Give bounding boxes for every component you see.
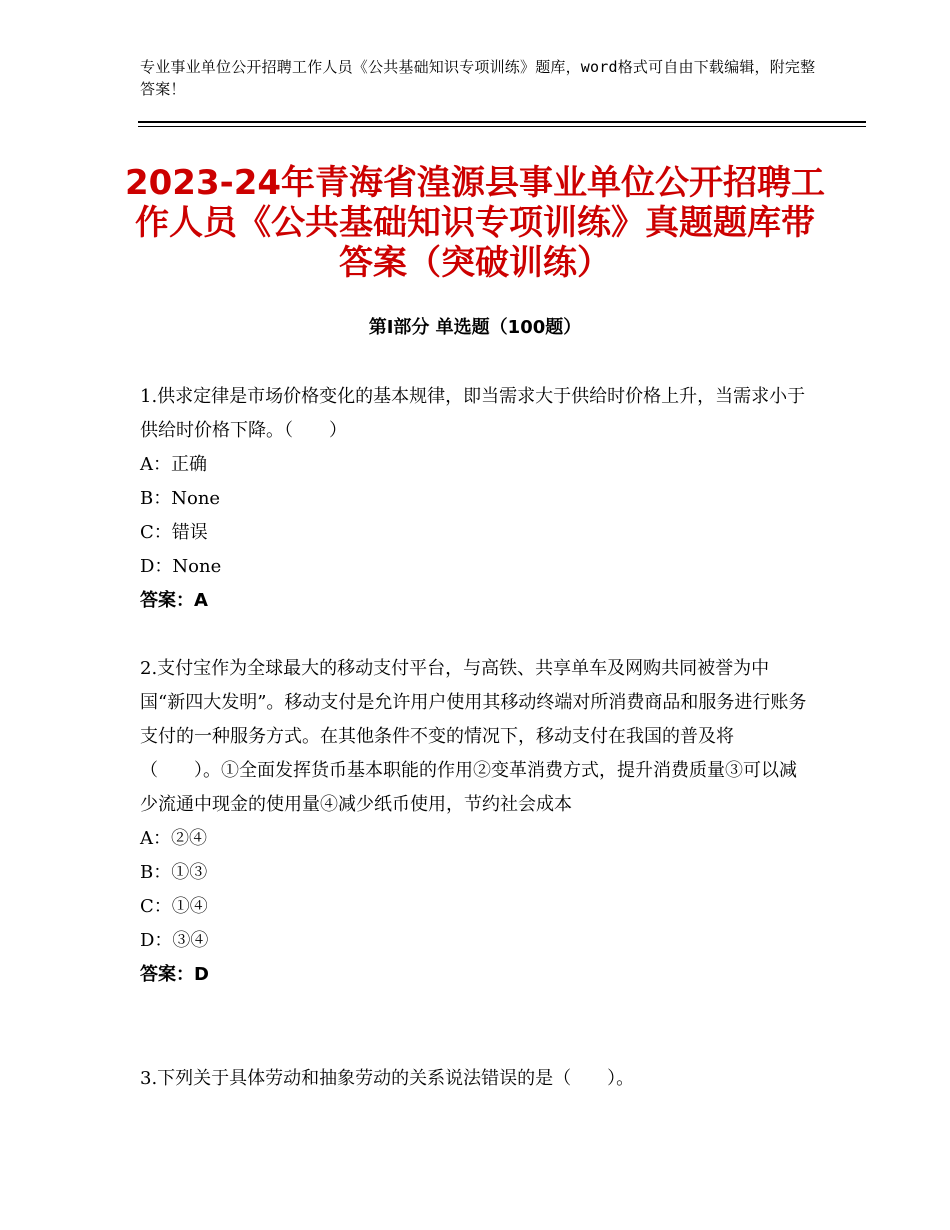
option-a: A：正确 (140, 454, 207, 475)
header-rule-thick (138, 121, 866, 123)
option-c: C：①④ (140, 896, 208, 917)
document-title: 2023-24年青海省湟源县事业单位公开招聘工作人员《公共基础知识专项训练》真题题库带答案（突破训练） (124, 163, 826, 283)
question-1 (140, 380, 810, 618)
option-d: D：None (140, 556, 222, 577)
question-2 (140, 652, 810, 992)
question-stem: 1.供求定律是市场价格变化的基本规律，即当需求大于供给时价格上升，当需求小于供给时价格下降。（ ） (140, 386, 806, 441)
section-heading: 第Ⅰ部分 单选题（100题） (368, 317, 582, 338)
question-stem: 3.下列关于具体劳动和抽象劳动的关系说法错误的是（ ）。 (140, 1068, 635, 1089)
answer: 答案：A (140, 590, 208, 611)
option-b: B：None (140, 488, 221, 509)
option-d: D：③④ (140, 930, 209, 951)
question-3 (140, 1062, 810, 1096)
header-rule-thin (138, 126, 866, 127)
option-c: C：错误 (140, 522, 208, 543)
answer: 答案：D (140, 964, 209, 985)
option-a: A：②④ (140, 828, 207, 849)
option-b: B：①③ (140, 862, 208, 883)
question-stem: 2.支付宝作为全球最大的移动支付平台，与高铁、共享单车及网购共同被誉为中国“新四大发明”。移动支付是允许用户使用其移动终端对所消费商品和服务进行账务支付的一种服务方式。在其他条件不变的情况下，移动支付在我国的普及将（ ）。①全面发挥货币基本职能的作用②变革消费方式，提升消费质量③可以减少流通中现金的使用量④减少纸币使用，节约社会成本 (140, 658, 807, 815)
header-note: 专业事业单位公开招聘工作人员《公共基础知识专项训练》题库，word格式可自由下载编辑，附完整答案！ (140, 58, 816, 98)
